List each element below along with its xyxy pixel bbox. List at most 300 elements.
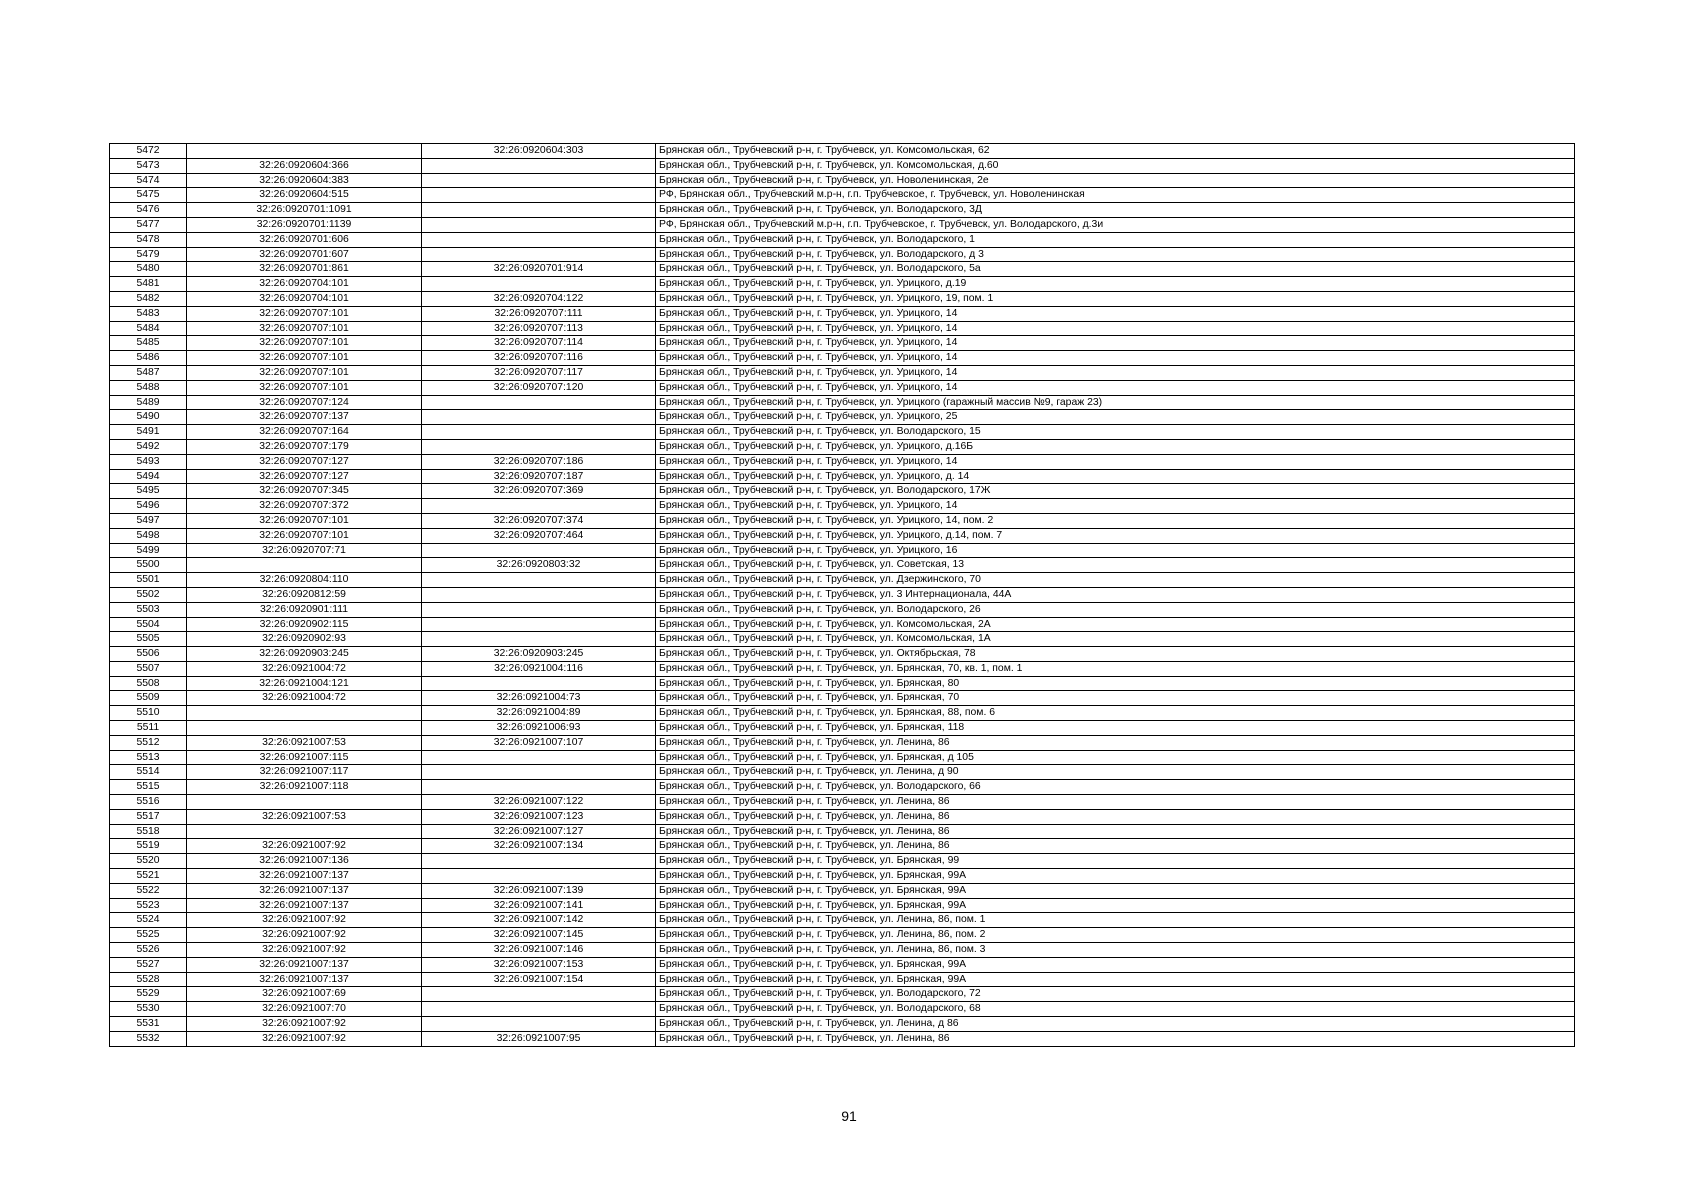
table-row	[110, 291, 1575, 306]
cadastral-object-cell: 32:26:0921007:153	[422, 957, 656, 972]
cadastral-object-cell	[422, 410, 656, 425]
address-cell: Брянская обл., Трубчевский р-н, г. Трубчевск, ул. Володарского, 1	[656, 232, 1575, 247]
cadastral-object-cell: 32:26:0920903:245	[422, 647, 656, 662]
row-number-cell: 5521	[110, 869, 187, 884]
cadastral-object-cell: 32:26:0920707:187	[422, 469, 656, 484]
cadastral-number-cell: 32:26:0920804:110	[187, 573, 422, 588]
cadastral-number-cell: 32:26:0920707:101	[187, 351, 422, 366]
cadastral-object-cell	[422, 232, 656, 247]
table-row	[110, 528, 1575, 543]
row-number-cell: 5482	[110, 291, 187, 306]
row-number-cell: 5515	[110, 780, 187, 795]
address-cell: Брянская обл., Трубчевский р-н, г. Трубчевск, ул. Урицкого, д.14, пом. 7	[656, 528, 1575, 543]
address-cell: Брянская обл., Трубчевский р-н, г. Трубчевск, ул. Урицкого, д. 14	[656, 469, 1575, 484]
table-row	[110, 972, 1575, 987]
address-cell: Брянская обл., Трубчевский р-н, г. Трубчевск, ул. Брянская, д 105	[656, 750, 1575, 765]
cadastral-object-cell	[422, 425, 656, 440]
cadastral-object-cell	[422, 158, 656, 173]
address-cell: Брянская обл., Трубчевский р-н, г. Трубчевск, ул. Володарского, 15	[656, 425, 1575, 440]
address-cell: Брянская обл., Трубчевский р-н, г. Трубчевск, ул. Володарского, д 3	[656, 247, 1575, 262]
row-number-cell: 5481	[110, 277, 187, 292]
table-row	[110, 750, 1575, 765]
row-number-cell: 5489	[110, 395, 187, 410]
row-number-cell: 5522	[110, 883, 187, 898]
row-number-cell: 5478	[110, 232, 187, 247]
cadastral-number-cell: 32:26:0920707:101	[187, 306, 422, 321]
cadastral-number-cell: 32:26:0920701:861	[187, 262, 422, 277]
table-row	[110, 306, 1575, 321]
cadastral-number-cell: 32:26:0921007:53	[187, 809, 422, 824]
table-row	[110, 336, 1575, 351]
cadastral-number-cell: 32:26:0920707:179	[187, 439, 422, 454]
table-row	[110, 158, 1575, 173]
cadastral-number-cell: 32:26:0920701:1091	[187, 203, 422, 218]
row-number-cell: 5487	[110, 365, 187, 380]
cadastral-number-cell: 32:26:0920903:245	[187, 647, 422, 662]
address-cell: Брянская обл., Трубчевский р-н, г. Трубчевск, ул. Володарского, 68	[656, 1002, 1575, 1017]
cadastral-number-cell: 32:26:0921007:115	[187, 750, 422, 765]
address-cell: Брянская обл., Трубчевский р-н, г. Трубчевск, ул. Брянская, 99А	[656, 972, 1575, 987]
cadastral-number-cell: 32:26:0921007:92	[187, 943, 422, 958]
row-number-cell: 5477	[110, 217, 187, 232]
table-row	[110, 499, 1575, 514]
address-cell: Брянская обл., Трубчевский р-н, г. Трубчевск, ул. Брянская, 88, пом. 6	[656, 706, 1575, 721]
row-number-cell: 5506	[110, 647, 187, 662]
address-cell: Брянская обл., Трубчевский р-н, г. Трубчевск, ул. Володарского, 5а	[656, 262, 1575, 277]
row-number-cell: 5502	[110, 587, 187, 602]
table-row	[110, 410, 1575, 425]
address-cell: Брянская обл., Трубчевский р-н, г. Трубчевск, ул. Ленина, 86, пом. 2	[656, 928, 1575, 943]
cadastral-object-cell	[422, 765, 656, 780]
address-cell: Брянская обл., Трубчевский р-н, г. Трубчевск, ул. 3 Интернационала, 44А	[656, 587, 1575, 602]
table-row	[110, 1017, 1575, 1032]
address-cell: Брянская обл., Трубчевский р-н, г. Трубчевск, ул. Дзержинского, 70	[656, 573, 1575, 588]
address-cell: Брянская обл., Трубчевский р-н, г. Трубчевск, ул. Ленина, 86, пом. 1	[656, 913, 1575, 928]
cadastral-number-cell: 32:26:0921007:137	[187, 869, 422, 884]
cadastral-object-cell	[422, 987, 656, 1002]
table-row	[110, 1002, 1575, 1017]
cadastral-number-cell: 32:26:0920902:93	[187, 632, 422, 647]
row-number-cell: 5496	[110, 499, 187, 514]
table-row	[110, 513, 1575, 528]
cadastral-number-cell: 32:26:0920604:515	[187, 188, 422, 203]
cadastral-number-cell: 32:26:0920707:101	[187, 365, 422, 380]
table-row	[110, 780, 1575, 795]
address-cell: Брянская обл., Трубчевский р-н, г. Трубчевск, ул. Володарского, 66	[656, 780, 1575, 795]
address-cell: Брянская обл., Трубчевский р-н, г. Трубчевск, ул. Брянская, 99А	[656, 883, 1575, 898]
table-row	[110, 928, 1575, 943]
table-row	[110, 765, 1575, 780]
cadastral-number-cell: 32:26:0921007:69	[187, 987, 422, 1002]
cadastral-number-cell: 32:26:0920701:1139	[187, 217, 422, 232]
table-row	[110, 247, 1575, 262]
row-number-cell: 5512	[110, 735, 187, 750]
address-cell: Брянская обл., Трубчевский р-н, г. Трубчевск, ул. Советская, 13	[656, 558, 1575, 573]
address-cell: Брянская обл., Трубчевский р-н, г. Трубчевск, ул. Брянская, 70	[656, 691, 1575, 706]
row-number-cell: 5514	[110, 765, 187, 780]
address-cell: Брянская обл., Трубчевский р-н, г. Трубчевск, ул. Урицкого, 14	[656, 336, 1575, 351]
row-number-cell: 5520	[110, 854, 187, 869]
row-number-cell: 5528	[110, 972, 187, 987]
row-number-cell: 5513	[110, 750, 187, 765]
cadastral-object-cell	[422, 632, 656, 647]
row-number-cell: 5508	[110, 676, 187, 691]
row-number-cell: 5524	[110, 913, 187, 928]
cadastral-object-cell	[422, 395, 656, 410]
row-number-cell: 5473	[110, 158, 187, 173]
cadastral-object-cell: 32:26:0921007:154	[422, 972, 656, 987]
address-cell: Брянская обл., Трубчевский р-н, г. Трубчевск, ул. Ленина, д 86	[656, 1017, 1575, 1032]
address-cell: Брянская обл., Трубчевский р-н, г. Трубчевск, ул. Урицкого, 14	[656, 499, 1575, 514]
cadastral-number-cell: 32:26:0920707:127	[187, 469, 422, 484]
cadastral-object-cell: 32:26:0921007:146	[422, 943, 656, 958]
cadastral-number-cell	[187, 721, 422, 736]
cadastral-object-cell	[422, 617, 656, 632]
table-row	[110, 869, 1575, 884]
address-cell: РФ, Брянская обл., Трубчевский м.р-н, г.п. Трубчевское, г. Трубчевск, ул. Новоленинская	[656, 188, 1575, 203]
cadastral-number-cell: 32:26:0920701:607	[187, 247, 422, 262]
address-cell: Брянская обл., Трубчевский р-н, г. Трубчевск, ул. Брянская, 99А	[656, 898, 1575, 913]
address-cell: Брянская обл., Трубчевский р-н, г. Трубчевск, ул. Октябрьская, 78	[656, 647, 1575, 662]
row-number-cell: 5516	[110, 795, 187, 810]
address-cell: Брянская обл., Трубчевский р-н, г. Трубчевск, ул. Комсомольская, 2А	[656, 617, 1575, 632]
address-cell: Брянская обл., Трубчевский р-н, г. Трубчевск, ул. Урицкого, 19, пом. 1	[656, 291, 1575, 306]
address-cell: Брянская обл., Трубчевский р-н, г. Трубчевск, ул. Комсомольская, 62	[656, 144, 1575, 159]
row-number-cell: 5491	[110, 425, 187, 440]
cadastral-number-cell: 32:26:0920704:101	[187, 291, 422, 306]
address-cell: Брянская обл., Трубчевский р-н, г. Трубчевск, ул. Ленина, 86	[656, 1031, 1575, 1046]
row-number-cell: 5475	[110, 188, 187, 203]
row-number-cell: 5531	[110, 1017, 187, 1032]
cadastral-object-cell: 32:26:0920707:464	[422, 528, 656, 543]
address-cell: Брянская обл., Трубчевский р-н, г. Трубчевск, ул. Урицкого, 16	[656, 543, 1575, 558]
table-row	[110, 721, 1575, 736]
row-number-cell: 5518	[110, 824, 187, 839]
address-cell: Брянская обл., Трубчевский р-н, г. Трубчевск, ул. Урицкого, 14, пом. 2	[656, 513, 1575, 528]
address-cell: Брянская обл., Трубчевский р-н, г. Трубчевск, ул. Урицкого (гаражный массив №9, гараж 23)	[656, 395, 1575, 410]
cadastral-object-cell: 32:26:0921007:141	[422, 898, 656, 913]
cadastral-object-cell	[422, 203, 656, 218]
table-row	[110, 173, 1575, 188]
cadastral-number-cell: 32:26:0921007:70	[187, 1002, 422, 1017]
row-number-cell: 5488	[110, 380, 187, 395]
cadastral-number-cell: 32:26:0920704:101	[187, 277, 422, 292]
address-cell: Брянская обл., Трубчевский р-н, г. Трубчевск, ул. Володарского, 26	[656, 602, 1575, 617]
row-number-cell: 5505	[110, 632, 187, 647]
address-cell: Брянская обл., Трубчевский р-н, г. Трубчевск, ул. Ленина, 86	[656, 839, 1575, 854]
address-cell: Брянская обл., Трубчевский р-н, г. Трубчевск, ул. Урицкого, 14	[656, 365, 1575, 380]
cadastral-object-cell: 32:26:0920707:374	[422, 513, 656, 528]
cadastral-object-cell: 32:26:0920707:117	[422, 365, 656, 380]
table-row	[110, 1031, 1575, 1046]
cadastral-object-cell: 32:26:0920707:120	[422, 380, 656, 395]
row-number-cell: 5495	[110, 484, 187, 499]
cadastral-number-cell	[187, 144, 422, 159]
cadastral-object-cell: 32:26:0921007:123	[422, 809, 656, 824]
address-cell: Брянская обл., Трубчевский р-н, г. Трубчевск, ул. Ленина, 86	[656, 795, 1575, 810]
cadastral-object-cell: 32:26:0921007:145	[422, 928, 656, 943]
address-cell: Брянская обл., Трубчевский р-н, г. Трубчевск, ул. Ленина, 86	[656, 809, 1575, 824]
cadastral-object-cell: 32:26:0920707:113	[422, 321, 656, 336]
cadastral-number-cell	[187, 558, 422, 573]
address-cell: Брянская обл., Трубчевский р-н, г. Трубчевск, ул. Ленина, 86	[656, 824, 1575, 839]
cadastral-number-cell: 32:26:0920707:345	[187, 484, 422, 499]
cadastral-object-cell: 32:26:0920604:303	[422, 144, 656, 159]
table-row	[110, 188, 1575, 203]
cadastral-number-cell: 32:26:0921007:92	[187, 928, 422, 943]
cadastral-number-cell: 32:26:0920604:383	[187, 173, 422, 188]
address-cell: Брянская обл., Трубчевский р-н, г. Трубчевск, ул. Урицкого, 14	[656, 306, 1575, 321]
table-row	[110, 277, 1575, 292]
cadastral-object-cell	[422, 217, 656, 232]
table-row	[110, 676, 1575, 691]
address-cell: Брянская обл., Трубчевский р-н, г. Трубчевск, ул. Урицкого, 14	[656, 321, 1575, 336]
address-cell: Брянская обл., Трубчевский р-н, г. Трубчевск, ул. Брянская, 118	[656, 721, 1575, 736]
table-row	[110, 632, 1575, 647]
cadastral-number-cell: 32:26:0920707:101	[187, 380, 422, 395]
table-row	[110, 144, 1575, 159]
cadastral-number-cell: 32:26:0921004:72	[187, 661, 422, 676]
cadastral-number-cell: 32:26:0920707:137	[187, 410, 422, 425]
table-row	[110, 484, 1575, 499]
table-row	[110, 469, 1575, 484]
cadastral-object-cell: 32:26:0921007:142	[422, 913, 656, 928]
row-number-cell: 5529	[110, 987, 187, 1002]
address-cell: Брянская обл., Трубчевский р-н, г. Трубчевск, ул. Брянская, 99А	[656, 869, 1575, 884]
row-number-cell: 5490	[110, 410, 187, 425]
table-row	[110, 824, 1575, 839]
cadastral-object-cell	[422, 750, 656, 765]
cadastral-object-cell	[422, 676, 656, 691]
cadastral-number-cell: 32:26:0920902:115	[187, 617, 422, 632]
cadastral-object-cell: 32:26:0920707:116	[422, 351, 656, 366]
address-cell: Брянская обл., Трубчевский р-н, г. Трубчевск, ул. Урицкого, 14	[656, 380, 1575, 395]
cadastral-number-cell: 32:26:0920701:606	[187, 232, 422, 247]
table-row	[110, 735, 1575, 750]
address-cell: Брянская обл., Трубчевский р-н, г. Трубчевск, ул. Урицкого, д.19	[656, 277, 1575, 292]
cadastral-object-cell	[422, 439, 656, 454]
cadastral-object-cell	[422, 277, 656, 292]
table-row	[110, 232, 1575, 247]
row-number-cell: 5526	[110, 943, 187, 958]
cadastral-number-cell: 32:26:0921007:92	[187, 1031, 422, 1046]
cadastral-number-cell: 32:26:0921004:72	[187, 691, 422, 706]
address-cell: Брянская обл., Трубчевский р-н, г. Трубчевск, ул. Урицкого, 25	[656, 410, 1575, 425]
row-number-cell: 5510	[110, 706, 187, 721]
cadastral-object-cell: 32:26:0920707:369	[422, 484, 656, 499]
table-row	[110, 439, 1575, 454]
cadastral-number-cell: 32:26:0920707:127	[187, 454, 422, 469]
cadastral-object-cell	[422, 854, 656, 869]
cadastral-number-cell: 32:26:0921007:137	[187, 898, 422, 913]
table-row	[110, 351, 1575, 366]
row-number-cell: 5519	[110, 839, 187, 854]
table-body	[110, 144, 1575, 1047]
table-row	[110, 454, 1575, 469]
row-number-cell: 5480	[110, 262, 187, 277]
table-row	[110, 706, 1575, 721]
cadastral-object-cell: 32:26:0921007:134	[422, 839, 656, 854]
address-cell: Брянская обл., Трубчевский р-н, г. Трубчевск, ул. Комсомольская, 1А	[656, 632, 1575, 647]
row-number-cell: 5499	[110, 543, 187, 558]
row-number-cell: 5511	[110, 721, 187, 736]
cadastral-table	[109, 143, 1575, 1047]
table-row	[110, 854, 1575, 869]
cadastral-number-cell: 32:26:0920707:124	[187, 395, 422, 410]
table-row	[110, 262, 1575, 277]
table-row	[110, 558, 1575, 573]
table-row	[110, 217, 1575, 232]
cadastral-number-cell	[187, 824, 422, 839]
table-row	[110, 957, 1575, 972]
table-row	[110, 795, 1575, 810]
table-row	[110, 365, 1575, 380]
address-cell: Брянская обл., Трубчевский р-н, г. Трубчевск, ул. Урицкого, д.16Б	[656, 439, 1575, 454]
address-cell: Брянская обл., Трубчевский р-н, г. Трубчевск, ул. Брянская, 99	[656, 854, 1575, 869]
cadastral-number-cell: 32:26:0921007:118	[187, 780, 422, 795]
cadastral-object-cell	[422, 602, 656, 617]
table-row	[110, 883, 1575, 898]
row-number-cell: 5523	[110, 898, 187, 913]
table-row	[110, 691, 1575, 706]
cadastral-number-cell: 32:26:0921007:117	[187, 765, 422, 780]
table-row	[110, 839, 1575, 854]
address-cell: РФ, Брянская обл., Трубчевский м.р-н, г.п. Трубчевское, г. Трубчевск, ул. Володарского, д.3и	[656, 217, 1575, 232]
cadastral-number-cell	[187, 795, 422, 810]
table-row	[110, 395, 1575, 410]
address-cell: Брянская обл., Трубчевский р-н, г. Трубчевск, ул. Володарского, 3Д	[656, 203, 1575, 218]
address-cell: Брянская обл., Трубчевский р-н, г. Трубчевск, ул. Ленина, 86, пом. 3	[656, 943, 1575, 958]
cadastral-number-cell: 32:26:0920707:101	[187, 321, 422, 336]
row-number-cell: 5525	[110, 928, 187, 943]
table-row	[110, 425, 1575, 440]
row-number-cell: 5504	[110, 617, 187, 632]
cadastral-number-cell: 32:26:0921007:53	[187, 735, 422, 750]
address-cell: Брянская обл., Трубчевский р-н, г. Трубчевск, ул. Брянская, 99А	[656, 957, 1575, 972]
table-row	[110, 987, 1575, 1002]
cadastral-object-cell: 32:26:0921004:73	[422, 691, 656, 706]
cadastral-object-cell: 32:26:0920707:114	[422, 336, 656, 351]
cadastral-number-cell: 32:26:0920707:164	[187, 425, 422, 440]
table-row	[110, 573, 1575, 588]
cadastral-object-cell	[422, 188, 656, 203]
row-number-cell: 5494	[110, 469, 187, 484]
cadastral-object-cell	[422, 499, 656, 514]
cadastral-object-cell: 32:26:0921007:95	[422, 1031, 656, 1046]
table-row	[110, 543, 1575, 558]
cadastral-number-cell: 32:26:0921007:137	[187, 957, 422, 972]
cadastral-number-cell: 32:26:0921007:92	[187, 1017, 422, 1032]
cadastral-object-cell: 32:26:0921004:89	[422, 706, 656, 721]
cadastral-object-cell: 32:26:0920701:914	[422, 262, 656, 277]
address-cell: Брянская обл., Трубчевский р-н, г. Трубчевск, ул. Новоленинская, 2е	[656, 173, 1575, 188]
row-number-cell: 5532	[110, 1031, 187, 1046]
cadastral-object-cell	[422, 1017, 656, 1032]
table-row	[110, 809, 1575, 824]
table-row	[110, 380, 1575, 395]
row-number-cell: 5527	[110, 957, 187, 972]
cadastral-number-cell: 32:26:0921007:137	[187, 883, 422, 898]
page-number: 91	[841, 1108, 857, 1124]
row-number-cell: 5509	[110, 691, 187, 706]
row-number-cell: 5472	[110, 144, 187, 159]
table-row	[110, 602, 1575, 617]
cadastral-number-cell: 32:26:0921007:92	[187, 839, 422, 854]
cadastral-object-cell	[422, 587, 656, 602]
row-number-cell: 5507	[110, 661, 187, 676]
cadastral-object-cell: 32:26:0920707:186	[422, 454, 656, 469]
address-cell: Брянская обл., Трубчевский р-н, г. Трубчевск, ул. Володарского, 72	[656, 987, 1575, 1002]
row-number-cell: 5493	[110, 454, 187, 469]
cadastral-object-cell: 32:26:0921007:127	[422, 824, 656, 839]
row-number-cell: 5530	[110, 1002, 187, 1017]
cadastral-object-cell: 32:26:0920707:111	[422, 306, 656, 321]
table-row	[110, 203, 1575, 218]
cadastral-object-cell	[422, 543, 656, 558]
row-number-cell: 5501	[110, 573, 187, 588]
row-number-cell: 5498	[110, 528, 187, 543]
cadastral-number-cell: 32:26:0920707:101	[187, 528, 422, 543]
cadastral-number-cell: 32:26:0921007:92	[187, 913, 422, 928]
table-row	[110, 898, 1575, 913]
cadastral-number-cell: 32:26:0920707:101	[187, 513, 422, 528]
table-row	[110, 661, 1575, 676]
cadastral-number-cell: 32:26:0921007:136	[187, 854, 422, 869]
cadastral-number-cell: 32:26:0920812:59	[187, 587, 422, 602]
row-number-cell: 5485	[110, 336, 187, 351]
cadastral-object-cell: 32:26:0920704:122	[422, 291, 656, 306]
cadastral-number-cell: 32:26:0920707:71	[187, 543, 422, 558]
address-cell: Брянская обл., Трубчевский р-н, г. Трубчевск, ул. Ленина, д 90	[656, 765, 1575, 780]
address-cell: Брянская обл., Трубчевский р-н, г. Трубчевск, ул. Володарского, 17Ж	[656, 484, 1575, 499]
row-number-cell: 5503	[110, 602, 187, 617]
cadastral-object-cell: 32:26:0921007:139	[422, 883, 656, 898]
row-number-cell: 5483	[110, 306, 187, 321]
row-number-cell: 5476	[110, 203, 187, 218]
row-number-cell: 5474	[110, 173, 187, 188]
cadastral-object-cell: 32:26:0920803:32	[422, 558, 656, 573]
cadastral-object-cell	[422, 173, 656, 188]
cadastral-object-cell	[422, 573, 656, 588]
address-cell: Брянская обл., Трубчевский р-н, г. Трубчевск, ул. Урицкого, 14	[656, 351, 1575, 366]
table-row	[110, 617, 1575, 632]
cadastral-object-cell	[422, 1002, 656, 1017]
address-cell: Брянская обл., Трубчевский р-н, г. Трубчевск, ул. Брянская, 80	[656, 676, 1575, 691]
address-cell: Брянская обл., Трубчевский р-н, г. Трубчевск, ул. Ленина, 86	[656, 735, 1575, 750]
cadastral-number-cell: 32:26:0921007:137	[187, 972, 422, 987]
row-number-cell: 5497	[110, 513, 187, 528]
row-number-cell: 5492	[110, 439, 187, 454]
cadastral-object-cell: 32:26:0921004:116	[422, 661, 656, 676]
table-row	[110, 913, 1575, 928]
table-row	[110, 321, 1575, 336]
table-row	[110, 943, 1575, 958]
cadastral-number-cell: 32:26:0920901:111	[187, 602, 422, 617]
address-cell: Брянская обл., Трубчевский р-н, г. Трубчевск, ул. Урицкого, 14	[656, 454, 1575, 469]
row-number-cell: 5517	[110, 809, 187, 824]
cadastral-number-cell: 32:26:0920604:366	[187, 158, 422, 173]
address-cell: Брянская обл., Трубчевский р-н, г. Трубчевск, ул. Брянская, 70, кв. 1, пом. 1	[656, 661, 1575, 676]
cadastral-number-cell: 32:26:0921004:121	[187, 676, 422, 691]
cadastral-object-cell	[422, 869, 656, 884]
cadastral-number-cell: 32:26:0920707:372	[187, 499, 422, 514]
cadastral-number-cell: 32:26:0920707:101	[187, 336, 422, 351]
cadastral-object-cell	[422, 780, 656, 795]
row-number-cell: 5484	[110, 321, 187, 336]
cadastral-object-cell: 32:26:0921007:122	[422, 795, 656, 810]
cadastral-object-cell	[422, 247, 656, 262]
table-row	[110, 587, 1575, 602]
